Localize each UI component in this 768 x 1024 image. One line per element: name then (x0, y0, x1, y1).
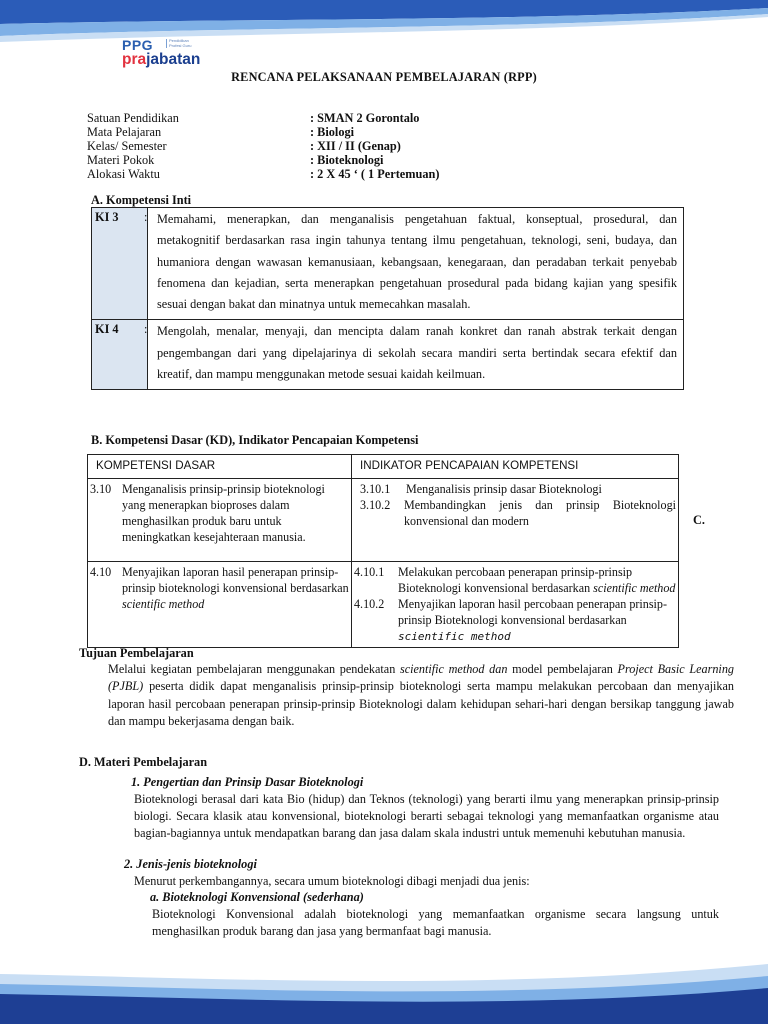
indicator-text: Melakukan percobaan penerapan prinsip-prinsip Bioteknologi konvensional berdasarkan (398, 565, 633, 595)
materi-subheading-2a (150, 890, 364, 905)
section-c-heading: Tujuan Pembelajaran (79, 646, 194, 660)
ki4-label: KI 4 (92, 320, 148, 390)
identity-label: Satuan Pendidikan (87, 111, 179, 125)
subheading-text: 2. Jenis-jenis bioteknologi (124, 857, 257, 871)
materi-subheading-2 (124, 857, 257, 872)
ppg-prajabatan-logo (122, 37, 200, 69)
section-b-heading: B. Kompetensi Dasar (KD), Indikator Pencapaian Kompetensi (91, 433, 419, 447)
identity-row (87, 111, 439, 125)
materi-paragraph-3: Bioteknologi Konvensional adalah bioteknologi yang memanfaatkan organisme secara langsung untuk menghasilkan produk barang dan jasa yang bermanfaat bagi manusia. (152, 907, 719, 939)
subheading-text: a. Bioteknologi Konvensional (sederhana) (150, 890, 364, 904)
indicator-cell (352, 562, 679, 648)
identity-row (87, 139, 439, 153)
identity-value: : SMAN 2 Gorontalo (310, 111, 420, 125)
indicator-text: Menganalisis prinsip dasar Bioteknologi (406, 482, 602, 496)
identity-row (87, 167, 439, 181)
ki3-text: Memahami, menerapkan, dan menganalisis pengetahuan faktual, konseptual, prosedural, dan metakognitif berdasarkan rasa ingin tahunya tentang ilmu pengetahuan, teknologi, seni, budaya, dan humaniora dengan wawasan kemanusiaan, kebangsaan, kenegaraan, dan peradaban terkait penyebab fenomena dan kejadian, serta menerapkan pengetahuan prosedural pada bidang kajian yang spesifik sesuai dengan bakat dan minatnya untuk memecahkan masalah. (157, 212, 677, 312)
header-swoosh (0, 0, 768, 50)
col-indikator: INDIKATOR PENCAPAIAN KOMPETENSI (352, 455, 679, 479)
indicator-number: 3.10.1 (360, 482, 391, 496)
tujuan-text: Melalui kegiatan pembelajaran menggunakan pendekatan (108, 662, 396, 676)
ki4-content: : Mengolah, menalar, menyaji, dan mencipta dalam ranah konkret dan ranah abstrak terkait dengan pengembangan dari yang dipelajarinya di sekolah secara mandiri serta bertindak secara efektif dan kreatif, dan mampu menggunakan metode sesuai kaidah keilmuan. (148, 320, 684, 390)
tujuan-text: model pembelajaran (512, 662, 613, 676)
ki3-row (92, 208, 684, 320)
identity-label: Alokasi Waktu (87, 167, 160, 181)
identity-label: Mata Pelajaran (87, 125, 162, 139)
kd-italic: scientific method (122, 597, 205, 611)
footer-swoosh (0, 958, 768, 1024)
materi-paragraph-1: Bioteknologi berasal dari kata Bio (hidup) dan Teknos (teknologi) yang berarti ilmu yang menerapkan prinsip-prinsip biologi. Secara klasik atau konvensional, bioteknologi berarti sebagai teknologi yang memanfaatkan organisme atau bagian-bagiannya untuk mendapatkan barang dan jasa dalam skala industri untuk memenuhi kebutuhan manusia. (134, 792, 719, 840)
ki3-label: KI 3 (92, 208, 148, 320)
kompetensi-inti-table (91, 207, 684, 390)
ki4-row (92, 320, 684, 390)
kd-cell (88, 562, 352, 648)
identity-value: : Biologi (310, 125, 355, 139)
logo-jabatan: jabatan (146, 51, 201, 68)
indicator-number: 4.10.1 (354, 565, 385, 579)
kd-number: 4.10 (90, 565, 112, 579)
kd-cell (88, 479, 352, 562)
identity-label: Materi Pokok (87, 153, 155, 167)
indicator-text: Membandingkan jenis dan prinsip Bioteknologi konvensional dan modern (404, 498, 676, 528)
tujuan-italic: scientific method dan (399, 662, 508, 676)
identity-row (87, 153, 439, 167)
indicator-italic: scientific method (593, 581, 676, 595)
logo-ppg-text: PPG (122, 37, 154, 53)
identity-value: : 2 X 45 ‘ ( 1 Pertemuan) (310, 167, 440, 181)
col-kompetensi-dasar: KOMPETENSI DASAR (88, 455, 352, 479)
indicator-cell (352, 479, 679, 562)
logo-pra: pra (122, 51, 147, 68)
identity-block (87, 111, 439, 181)
identity-row (87, 125, 439, 139)
section-a-heading: A. Kompetensi Inti (91, 193, 192, 207)
identity-value: : Bioteknologi (310, 153, 384, 167)
materi-subheading-1 (131, 775, 363, 790)
ki3-content: : Memahami, menerapkan, dan menganalisis pengetahuan faktual, konseptual, prosedural, dan metakognitif berdasarkan rasa ingin tahunya tentang ilmu pengetahuan, teknologi, seni, budaya, dan humaniora dengan wawasan kemanusiaan, kebangsaan, kenegaraan, dan peradaban terkait penyebab fenomena dan kejadian, serta menerapkan pengetahuan prosedural pada bidang kajian yang spesifik sesuai dengan bakat dan minatnya untuk memecahkan masalah. (148, 208, 684, 320)
kd-number: 3.10 (90, 482, 112, 496)
identity-label: Kelas/ Semester (87, 139, 167, 153)
identity-value: : XII / II (Genap) (310, 139, 401, 153)
kd-text: Menganalisis prinsip-prinsip bioteknologi yang menerapkan bioproses dalam menghasilkan produk baru untuk meningkatkan kesejahteraan manusia. (122, 482, 325, 544)
kd-row (88, 562, 679, 648)
kd-row (88, 479, 679, 562)
ki4-text: Mengolah, menalar, menyaji, dan mencipta dalam ranah konkret dan ranah abstrak terkait dengan pengembangan dari yang dipelajarinya di sekolah secara mandiri serta bertindak secara efektif dan kreatif, dan mampu menggunakan metode sesuai kaidah keilmuan. (157, 324, 677, 382)
subheading-text: 1. Pengertian dan Prinsip Dasar Bioteknologi (131, 775, 364, 789)
logo-tagline: Pendidikan Profesi Guru (166, 39, 196, 48)
logo-prajabatan (122, 51, 200, 69)
materi-paragraph-2: Menurut perkembangannya, secara umum bioteknologi dibagi menjadi dua jenis: (134, 874, 530, 888)
tujuan-text: peserta didik dapat menganalisis prinsip-prinsip bioteknologi serta mampu melakukan percobaan dan menyajikan laporan hasil percobaan penerapan prinsip-prinsip Bioteknologi dalam kehidupan sehari-hari dengan bersikap tanggung jawab dan mampu bekerjasama dengan baik. (108, 679, 734, 728)
indicator-italic: scientific method (398, 630, 511, 643)
tujuan-paragraph (108, 661, 734, 730)
tujuan-italic: Project Basic Learning (PJBL) (108, 662, 735, 694)
kompetensi-dasar-table (87, 454, 679, 648)
section-c-letter: C. (693, 513, 705, 527)
kd-text: Menyajikan laporan hasil penerapan prinsip-prinsip bioteknologi konvensional berdasarkan (122, 565, 349, 595)
indicator-number: 4.10.2 (354, 597, 385, 611)
indicator-number: 3.10.2 (360, 498, 391, 512)
section-d-heading: D. Materi Pembelajaran (79, 755, 208, 769)
kd-header-row (88, 455, 679, 479)
page-title: RENCANA PELAKSANAAN PEMBELAJARAN (RPP) (231, 70, 537, 84)
indicator-text: Menyajikan laporan hasil percobaan penerapan prinsip-prinsip Bioteknologi konvensional berdasarkan (398, 597, 667, 627)
